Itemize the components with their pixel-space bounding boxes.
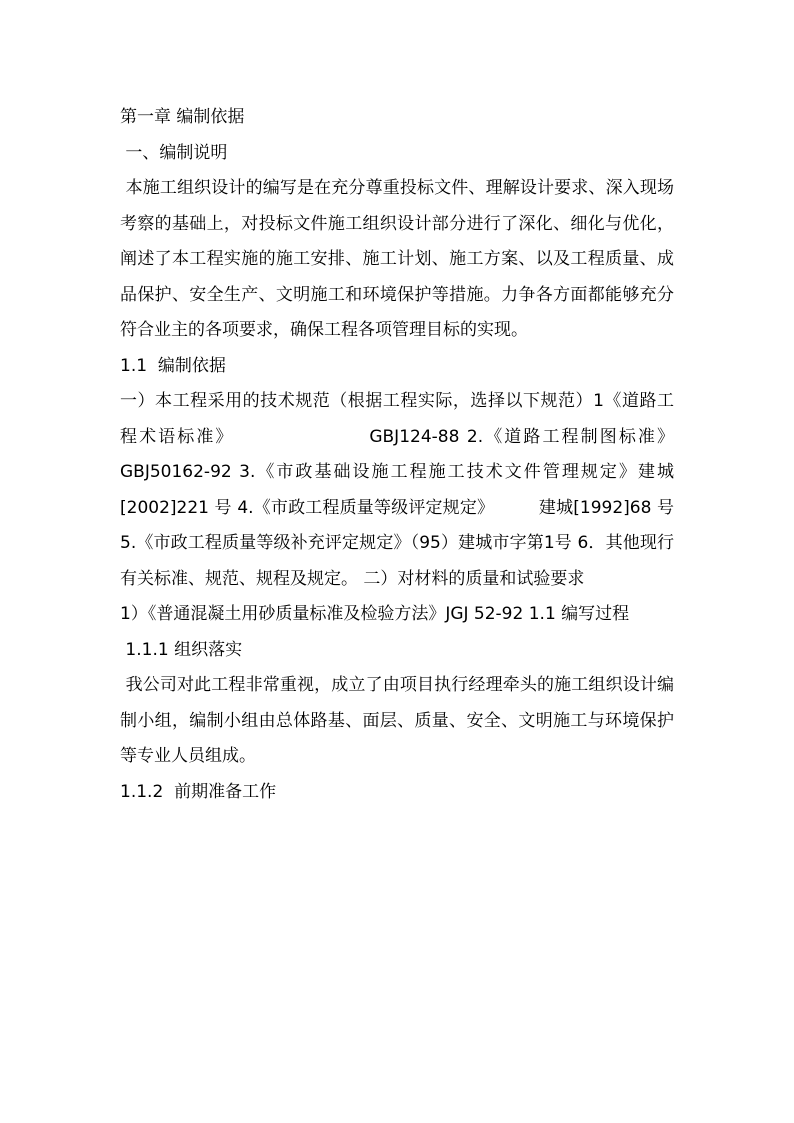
intro-paragraph: 本施工组织设计的编写是在充分尊重投标文件、理解设计要求、深入现场考察的基础上，对投标文件施工组织设计部分进行了深化、细化与优化，阐述了本工程实施的施工安排、施工计划、施工方案、以及工程质量、成品保护、安全生产、文明施工和环境保护等措施。力争各方面都能够充分符合业主的各项要求，确保工程各项管理目标的实现。 — [120, 178, 675, 340]
chapter-title: 第一章 编制依据 — [120, 107, 245, 127]
document-body — [120, 100, 772, 810]
section-heading: 一、编制说明 — [120, 142, 228, 163]
subsection-heading-organization: 1.1.1 组织落实 — [120, 639, 243, 660]
subsection-heading-preparation: 1.1.2 前期准备工作 — [120, 781, 277, 802]
subsection-heading: 1.1 编制依据 — [120, 355, 226, 376]
material-line: 1）《普通混凝土用砂质量标准及检验方法》JGJ 52-92 1.1 编写过程 — [120, 604, 630, 624]
organization-paragraph: 我公司对此工程非常重视，成立了由项目执行经理牵头的施工组织设计编制小组，编制小组由总体路基、面层、质量、安全、文明施工与环境保护等专业人员组成。 — [120, 675, 675, 766]
standards-paragraph: 一）本工程采用的技术规范（根据工程实际，选择以下规范）1《道路工程术语标准》 GBJ124-88 2.《道路工程制图标准》 GBJ50162-92 3.《市政基础设施工程施工技术文件管理规定》建城[2002]221 号 4.《市政工程质量等级评定规定》 建城[1992]68 号 5.《市政工程质量等级补充评定规定》（95）建城市字第1号 6．其他现行有关标准、规范、规程及规定。 二）对材料的质量和试验要求 — [120, 391, 772, 589]
